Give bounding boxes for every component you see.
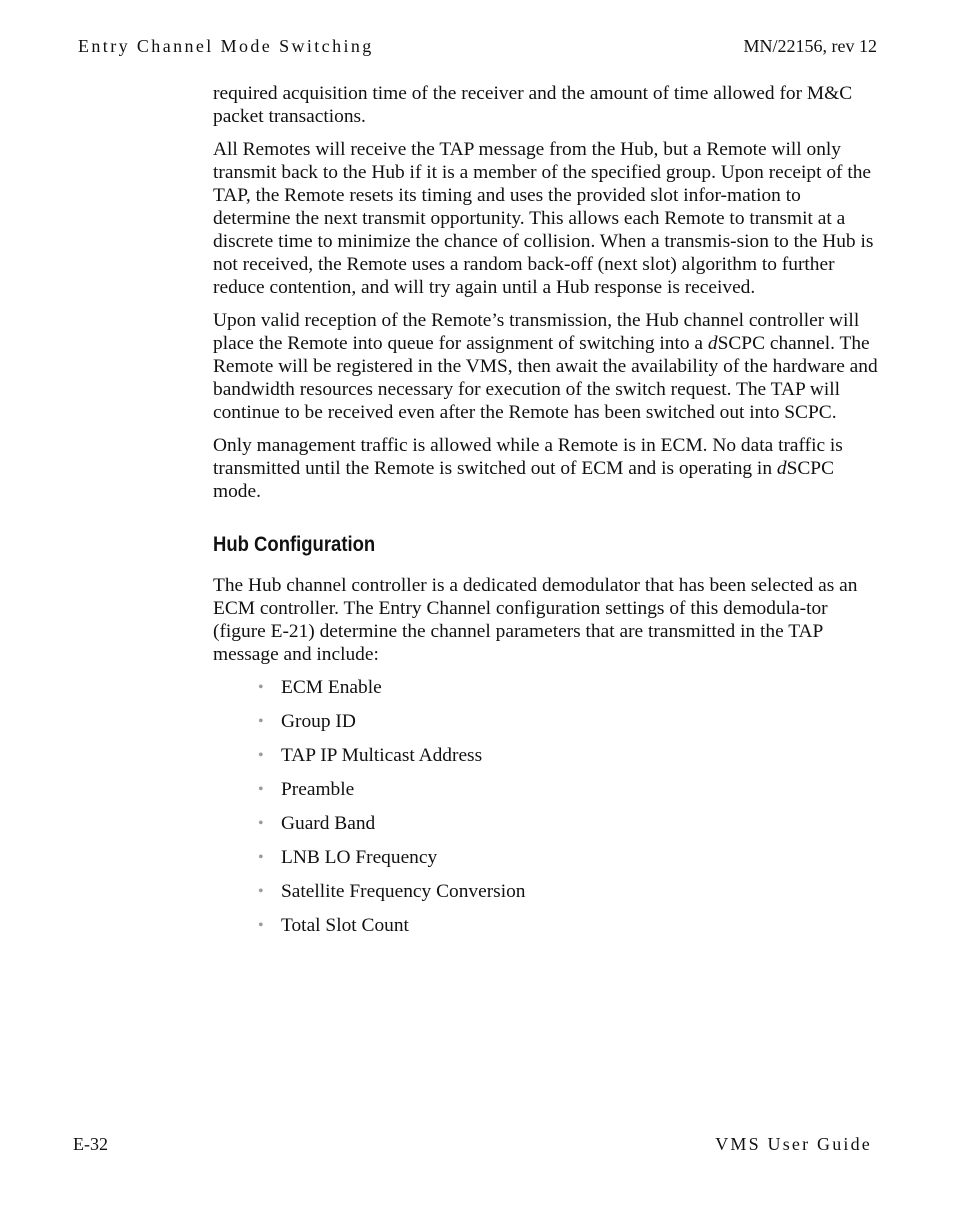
running-footer-doc-title: VMS User Guide: [715, 1134, 872, 1154]
list-item-label: ECM Enable: [281, 677, 382, 698]
list-item: [258, 812, 883, 835]
paragraph-hub-intro: [213, 574, 883, 666]
list-item: [258, 710, 883, 733]
paragraph-management-traffic: [213, 434, 883, 503]
paragraph-text-before: Upon valid reception of the Remote’s transmission, the Hub channel controller will place the Remote into queue for assignment of switching into a: [213, 310, 860, 354]
list-item: [258, 914, 883, 937]
list-item-label: Guard Band: [281, 813, 376, 834]
bullet-icon: •: [258, 917, 264, 934]
paragraph-text: required acquisition time of the receiver and the amount of time allowed for M&C packet transactions.: [213, 83, 853, 127]
list-item: [258, 880, 883, 903]
list-item: [258, 846, 883, 869]
list-item-label: Total Slot Count: [281, 915, 409, 936]
paragraph-tap-message: [213, 138, 883, 299]
parameter-list: [213, 676, 883, 937]
list-item-label: LNB LO Frequency: [281, 847, 438, 868]
running-header-doc-number: MN/22156, rev 12: [743, 36, 877, 56]
paragraph-text: All Remotes will receive the TAP message from the Hub, but a Remote will only transmit back to the Hub if it is a member of the specified group. Upon receipt of the TAP, the Remote resets its timing and uses the provided slot infor-mation to determine the next transmit opportunity. This allows each Remote to transmit at a discrete time to minimize the chance of collision. When a transmis-sion to the Hub is not received, the Remote uses a random back-off (next slot) algorithm to further reduce contention, and will try again until a Hub response is received.: [213, 139, 874, 298]
bullet-icon: •: [258, 815, 264, 832]
list-item: [258, 744, 883, 767]
bullet-icon: •: [258, 781, 264, 798]
paragraph-valid-reception: [213, 309, 883, 424]
running-header-section-title: Entry Channel Mode Switching: [78, 36, 374, 56]
list-item-label: Preamble: [281, 779, 355, 800]
list-item: [258, 778, 883, 801]
list-item-label: Group ID: [281, 711, 356, 732]
list-item-label: TAP IP Multicast Address: [281, 745, 483, 766]
running-footer-page-number: E-32: [73, 1134, 108, 1154]
bullet-icon: •: [258, 747, 264, 764]
italic-d: d: [707, 333, 718, 354]
paragraph-acquisition-time: [213, 82, 883, 128]
paragraph-text-after: SCPC mode.: [213, 458, 835, 502]
bullet-icon: •: [258, 849, 264, 866]
paragraph-text-after: SCPC channel. The Remote will be registered in the VMS, then await the availability of the hardware and bandwidth resources necessary for execution of the switch request. The TAP will continue to be received even after the Remote has been switched out into SCPC.: [213, 333, 878, 423]
bullet-icon: •: [258, 883, 264, 900]
bullet-icon: •: [258, 679, 264, 696]
bullet-icon: •: [258, 713, 264, 730]
body-column: [213, 82, 883, 948]
italic-d: d: [776, 458, 787, 479]
section-heading-hub-configuration: Hub Configuration: [213, 533, 376, 556]
list-item-label: Satellite Frequency Conversion: [281, 881, 526, 902]
paragraph-text-before: Only management traffic is allowed while a Remote is in ECM. No data traffic is transmitted until the Remote is switched out of ECM and is operating in: [213, 435, 843, 479]
paragraph-text: The Hub channel controller is a dedicated demodulator that has been selected as an ECM controller. The Entry Channel configuration settings of this demodula-tor (figure E-21) determine the channel parameters that are transmitted in the TAP message and include:: [213, 575, 858, 665]
list-item: [258, 676, 883, 699]
